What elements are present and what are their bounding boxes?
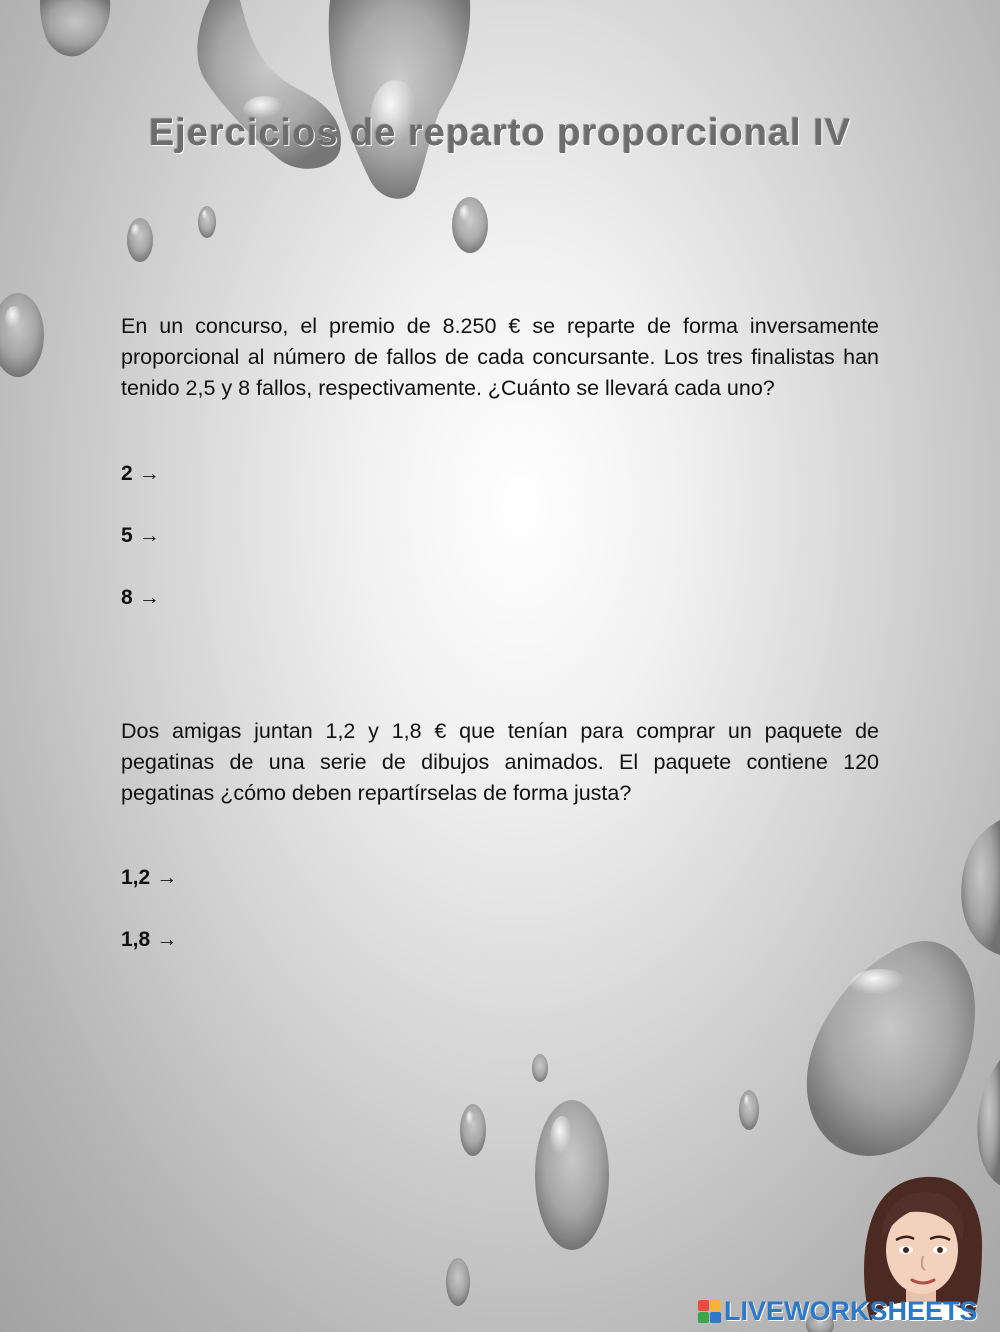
liveworksheets-logo <box>698 1296 978 1326</box>
drop-bottom-1 <box>532 1054 548 1082</box>
brand-name: LIVEWORKSHEETS <box>724 1295 978 1326</box>
answer-label: 1,8 <box>121 928 151 951</box>
drop-bottom-5 <box>446 1258 470 1306</box>
drop-bottom-4 <box>739 1090 759 1130</box>
answer-label: 1,2 <box>121 866 151 889</box>
drop-right-large <box>807 941 975 1156</box>
arrow-right-icon: → <box>138 524 160 547</box>
drop-right-edge <box>977 1060 1000 1185</box>
arrow-right-icon: → <box>138 586 160 609</box>
answer-row <box>121 459 160 489</box>
drop-right-upper <box>961 820 1000 955</box>
page-title: Ejercicios de reparto proporcional IV <box>148 112 852 154</box>
drop-top-right <box>329 0 471 199</box>
problem-2-text: Dos amigas juntan 1,2 y 1,8 € que tenían para comprar un paquete de pegatinas de una serie de dibujos animados. El paquete contiene 120 pegatinas ¿cómo deben repartírselas de forma justa? <box>121 719 879 805</box>
answer-row <box>121 521 160 551</box>
drop-left-edge <box>0 293 44 377</box>
answer-row <box>121 583 160 613</box>
drop-small-3 <box>452 197 488 253</box>
drop-small-2 <box>198 206 216 238</box>
answer-row <box>121 863 177 893</box>
answer-label: 2 <box>121 462 133 485</box>
answer-label: 8 <box>121 586 133 609</box>
answer-label: 5 <box>121 524 133 547</box>
logo-icon <box>698 1300 721 1323</box>
arrow-right-icon: → <box>156 928 178 951</box>
drop-small-1 <box>127 218 153 262</box>
drop-top-small-left <box>40 0 110 56</box>
answer-row <box>121 925 177 955</box>
drop-bottom-2 <box>460 1104 486 1156</box>
problem-1-text: En un concurso, el premio de 8.250 € se reparte de forma inversamente proporcional al número de fallos de cada concursante. Los tres finalistas han tenido 2,5 y 8 fallos, respectivamente. ¿Cuánto se llevará cada uno? <box>121 314 879 400</box>
arrow-right-icon: → <box>138 462 160 485</box>
arrow-right-icon: → <box>156 866 178 889</box>
drop-bottom-3 <box>535 1100 609 1250</box>
